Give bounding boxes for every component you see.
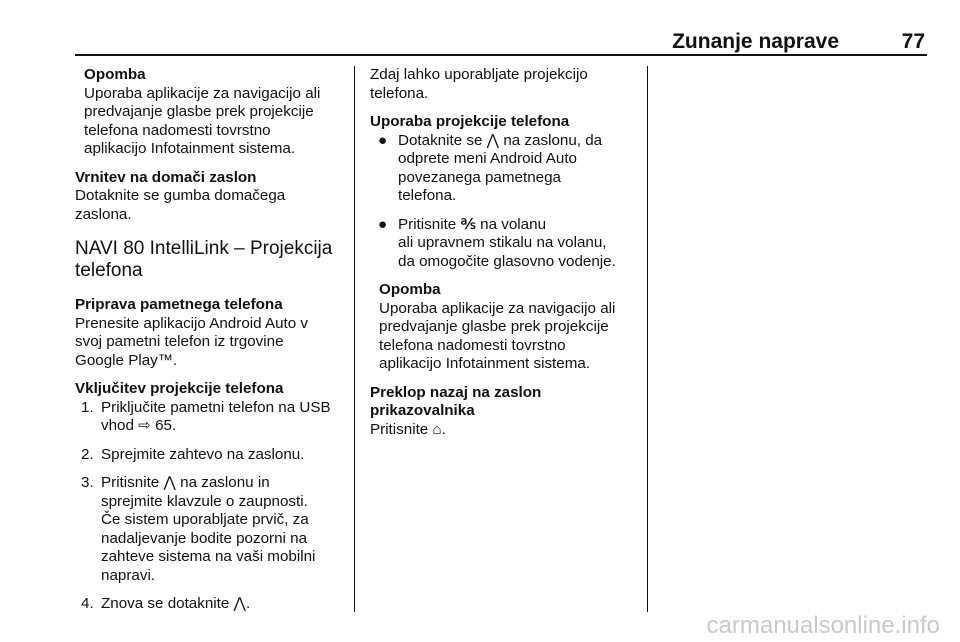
- column-divider-right: [647, 66, 648, 612]
- section-heading: Priprava pametnega telefona: [75, 296, 283, 313]
- bullet-icon: ●: [378, 131, 388, 149]
- list-item: [75, 399, 350, 436]
- item-line: povezanega pametnega: [398, 168, 561, 186]
- chapter-section-title: [75, 238, 350, 282]
- section-heading-line: Preklop nazaj na zaslon: [370, 383, 542, 401]
- watermark: carmanualsonline.info: [706, 612, 940, 639]
- right-column: [370, 66, 642, 439]
- note-line: telefona nadomesti tovrstno: [84, 121, 271, 139]
- section-heading: Vključitev projekcije telefona: [75, 380, 284, 397]
- body-line: Dotaknite se gumba domačega: [75, 187, 286, 204]
- note-line: aplikacijo Infotainment sistema.: [84, 140, 296, 157]
- note-line: telefona nadomesti tovrstno: [379, 336, 566, 354]
- header-rule: [75, 54, 927, 56]
- note-label: Opomba: [379, 281, 441, 298]
- body-line: Prenesite aplikacijo Android Auto v: [75, 314, 309, 332]
- note-box: [370, 281, 642, 374]
- note-line: Uporaba aplikacije za navigacijo ali: [379, 299, 616, 317]
- bullet-list: [370, 132, 642, 272]
- item-line: da omogočite glasovno vodenje.: [398, 252, 616, 270]
- item-line: telefona.: [398, 187, 457, 204]
- body-line: Google Play™.: [75, 351, 178, 369]
- title-line: telefona: [75, 260, 143, 281]
- item-line: napravi.: [101, 566, 156, 584]
- page-number: 77: [901, 30, 925, 53]
- item-line: vhod ⇨ 65.: [101, 417, 177, 434]
- list-item: [370, 216, 642, 272]
- item-line: odprete meni Android Auto: [398, 150, 578, 167]
- numbered-list: [75, 399, 350, 614]
- list-item: [75, 474, 350, 585]
- body-line: Pritisnite ⌂.: [370, 420, 446, 438]
- body-line: svoj pametni telefon iz trgovine: [75, 333, 284, 350]
- back-section: [370, 384, 642, 440]
- column-divider-left: [354, 66, 355, 612]
- item-line: nadaljevanje bodite pozorni na: [101, 529, 308, 547]
- note-line: aplikacijo Infotainment sistema.: [379, 355, 591, 372]
- body-line: Zdaj lahko uporabljate projekcijo: [370, 66, 588, 83]
- list-item: [75, 595, 350, 614]
- use-section: [370, 113, 642, 271]
- body-line: zaslona.: [75, 205, 132, 223]
- item-number: 3.: [81, 474, 94, 491]
- note-line: Uporaba aplikacije za navigacijo ali: [84, 84, 321, 102]
- chapter-title: Zunanje naprave: [672, 30, 839, 53]
- title-line: NAVI 80 IntelliLink – Projekcija: [75, 238, 333, 259]
- note-line: predvajanje glasbe prek projekcije: [84, 103, 314, 120]
- left-column: [75, 66, 350, 624]
- section-heading: Uporaba projekcije telefona: [370, 113, 570, 130]
- item-number: 1.: [81, 398, 94, 416]
- page-header: [75, 30, 927, 54]
- item-line: Dotaknite se ⋀ na zaslonu, da: [398, 131, 603, 149]
- item-line: ali upravnem stikalu na volanu,: [398, 234, 607, 251]
- item-line: Če sistem uporabljate prvič, za: [101, 511, 309, 528]
- item-line: Priključite pametni telefon na USB: [101, 398, 331, 416]
- section-heading-line: prikazovalnika: [370, 402, 475, 419]
- note-line: predvajanje glasbe prek projekcije: [379, 318, 609, 335]
- intro-paragraph: [370, 66, 642, 103]
- bullet-icon: ●: [378, 215, 388, 233]
- item-number: 2.: [81, 445, 94, 463]
- home-section: [75, 169, 350, 225]
- list-item: [370, 132, 642, 206]
- list-item: [75, 446, 350, 465]
- item-number: 4.: [81, 595, 94, 612]
- item-line: Pritisnite ⋀ na zaslonu in: [101, 474, 270, 491]
- body-line: telefona.: [370, 84, 429, 102]
- item-line: sprejmite klavzule o zaupnosti.: [101, 492, 308, 510]
- item-line: zahteve sistema na vaši mobilni: [101, 548, 316, 565]
- enable-section: [75, 380, 350, 614]
- item-line: Sprejmite zahtevo na zaslonu.: [101, 445, 305, 463]
- prep-section: [75, 296, 350, 370]
- item-line: Pritisnite ℁ na volanu: [398, 215, 547, 233]
- note-label: Opomba: [84, 66, 146, 83]
- note-box: [75, 66, 350, 159]
- item-line: Znova se dotaknite ⋀.: [101, 595, 251, 612]
- section-heading: Vrnitev na domači zaslon: [75, 168, 257, 186]
